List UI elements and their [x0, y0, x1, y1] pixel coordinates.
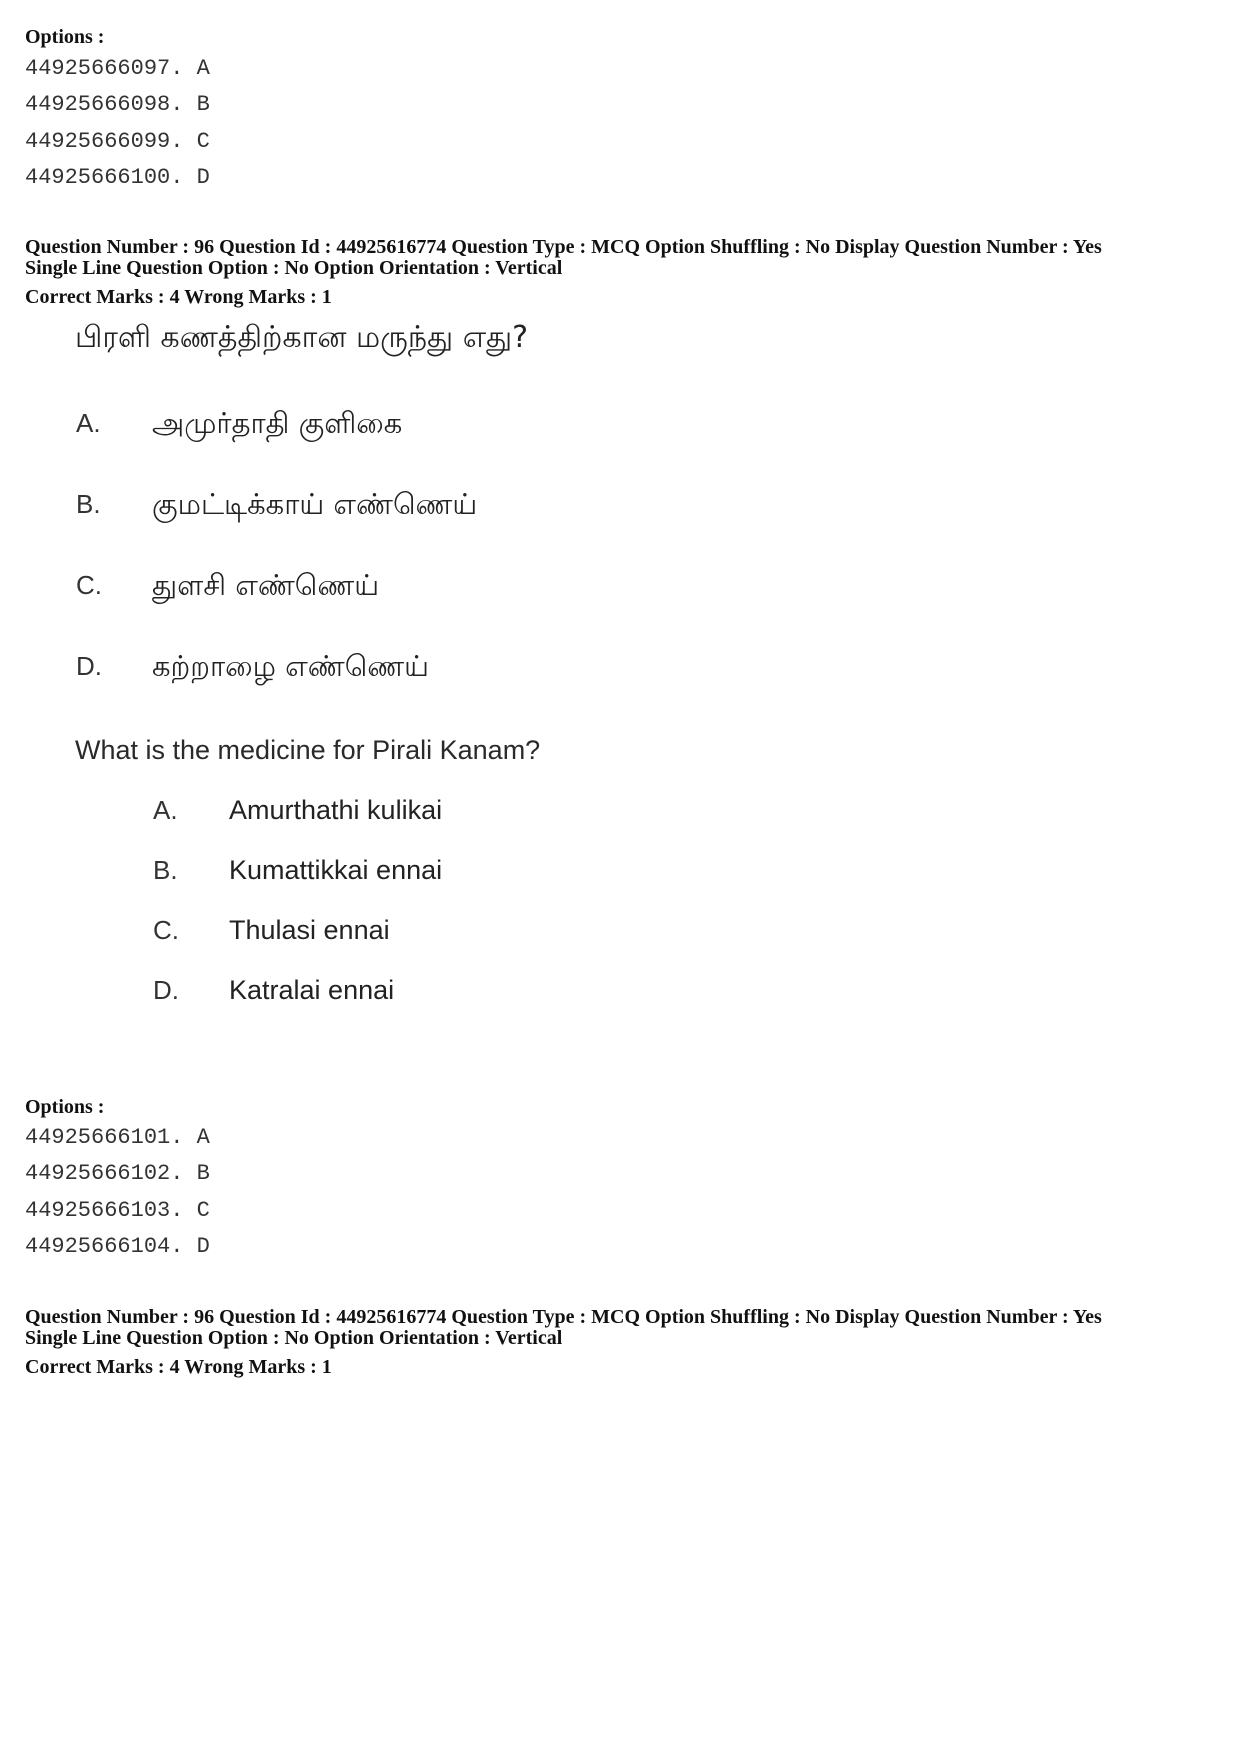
- option-id-item: 44925666099. C: [25, 128, 210, 154]
- question-meta-line-2: Single Line Question Option : No Option Orientation : Vertical: [25, 257, 563, 279]
- option-letter: C.: [76, 570, 102, 600]
- marks-line: Correct Marks : 4 Wrong Marks : 1: [25, 1356, 332, 1378]
- options-label: Options :: [25, 1096, 105, 1118]
- option-text: Amurthathi kulikai: [229, 795, 443, 825]
- question-meta-line: Question Number : 96 Question Id : 44925616774 Question Type : MCQ Option Shuffling : No Display Question Number : Yes: [25, 236, 1102, 258]
- question-meta-line: Question Number : 96 Question Id : 44925616774 Question Type : MCQ Option Shuffling : No Display Question Number : Yes: [25, 1306, 1102, 1328]
- option-text: துளசி எண்ணெய்: [152, 568, 380, 602]
- options-list: [25, 51, 210, 196]
- option-id-item: 44925666098. B: [25, 92, 210, 118]
- option-letter: A.: [153, 795, 178, 825]
- option-id-item: 44925666101. A: [25, 1125, 210, 1150]
- option-id-item: 44925666100. D: [25, 164, 210, 190]
- option-id-item: 44925666103. C: [25, 1197, 210, 1223]
- question-text-tamil: பிரளி கணத்திற்கான மருந்து எது?: [75, 320, 529, 355]
- option-text: Thulasi ennai: [229, 915, 390, 945]
- option-text: Kumattikkai ennai: [229, 855, 443, 885]
- option-text: குமட்டிக்காய் எண்ணெய்: [152, 487, 478, 521]
- option-letter: C.: [153, 915, 179, 945]
- option-letter: D.: [153, 975, 179, 1005]
- option-letter: D.: [76, 651, 102, 681]
- option-text: Katralai ennai: [229, 975, 395, 1005]
- option-id-item: 44925666102. B: [25, 1161, 210, 1187]
- question-text-english: What is the medicine for Pirali Kanam?: [75, 735, 541, 765]
- option-text: கற்றாழை எண்ணெய்: [152, 649, 430, 683]
- option-letter: B.: [76, 489, 101, 519]
- options-label: Options :: [25, 26, 105, 48]
- question-meta-line-2: Single Line Question Option : No Option Orientation : Vertical: [25, 1327, 563, 1349]
- option-letter: B.: [153, 855, 178, 885]
- option-text: அமுர்தாதி குளிகை: [152, 406, 403, 440]
- option-id-item: 44925666097. A: [25, 56, 210, 81]
- option-letter: A.: [76, 408, 101, 438]
- options-list: [25, 1120, 210, 1265]
- option-id-item: 44925666104. D: [25, 1233, 210, 1259]
- marks-line: Correct Marks : 4 Wrong Marks : 1: [25, 286, 332, 308]
